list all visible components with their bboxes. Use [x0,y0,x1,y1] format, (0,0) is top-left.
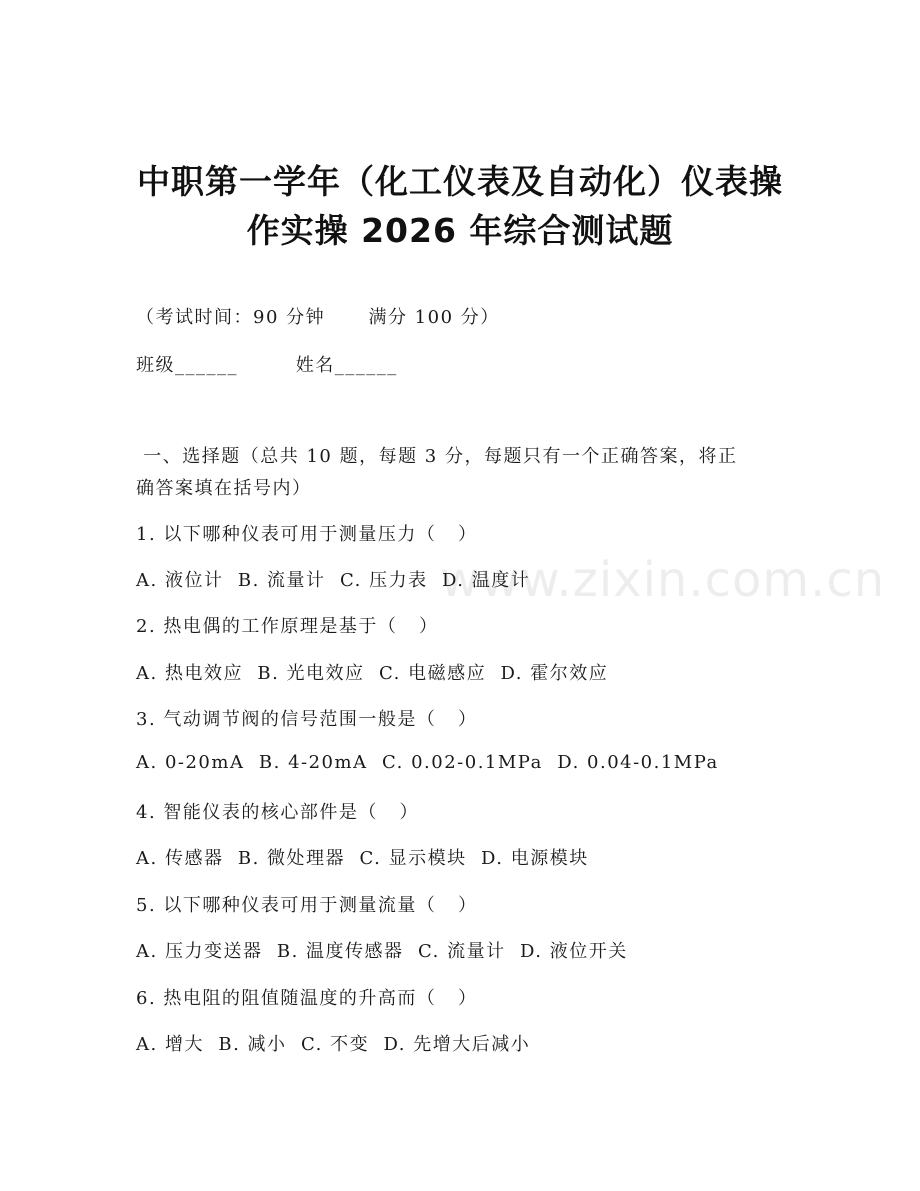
question-4: 4. 智能仪表的核心部件是（ ） [136,802,420,823]
question-2: 2. 热电偶的工作原理是基于（ ） [136,616,439,637]
question-5: 5. 以下哪种仪表可用于测量流量（ ） [136,895,478,916]
question-3: 3. 气动调节阀的信号范围一般是（ ） [136,709,478,730]
question-6-options: A. 增大 B. 减小 C. 不变 D. 先增大后减小 [136,1034,531,1055]
question-3-options: A. 0-20mA B. 4-20mA C. 0.02-0.1MPa D. 0.04-0.1MPa [136,752,719,773]
question-4-options: A. 传感器 B. 微处理器 C. 显示模块 D. 电源模块 [136,848,589,869]
question-2-options: A. 热电效应 B. 光电效应 C. 电磁感应 D. 霍尔效应 [136,663,609,684]
question-6: 6. 热电阻的阻值随温度的升高而（ ） [136,988,478,1009]
class-name-fields: 班级______ 姓名______ [136,355,398,376]
document-title-line-1: 中职第一学年（化工仪表及自动化）仪表操 [137,162,783,201]
question-1-options: A. 液位计 B. 流量计 C. 压力表 D. 温度计 [136,570,531,591]
question-5-options: A. 压力变送器 B. 温度传感器 C. 流量计 D. 液位开关 [136,941,628,962]
section-heading-line-1: 一、选择题（总共 10 题，每题 3 分，每题只有一个正确答案，将正 [136,446,738,467]
document-title-line-2: 作实操 2026 年综合测试题 [246,211,674,250]
question-1: 1. 以下哪种仪表可用于测量压力（ ） [136,524,478,545]
section-heading-line-2: 确答案填在括号内） [136,478,312,499]
watermark: www.zixin.com.cn [440,552,886,608]
exam-info: （考试时间：90 分钟 满分 100 分） [136,307,500,328]
